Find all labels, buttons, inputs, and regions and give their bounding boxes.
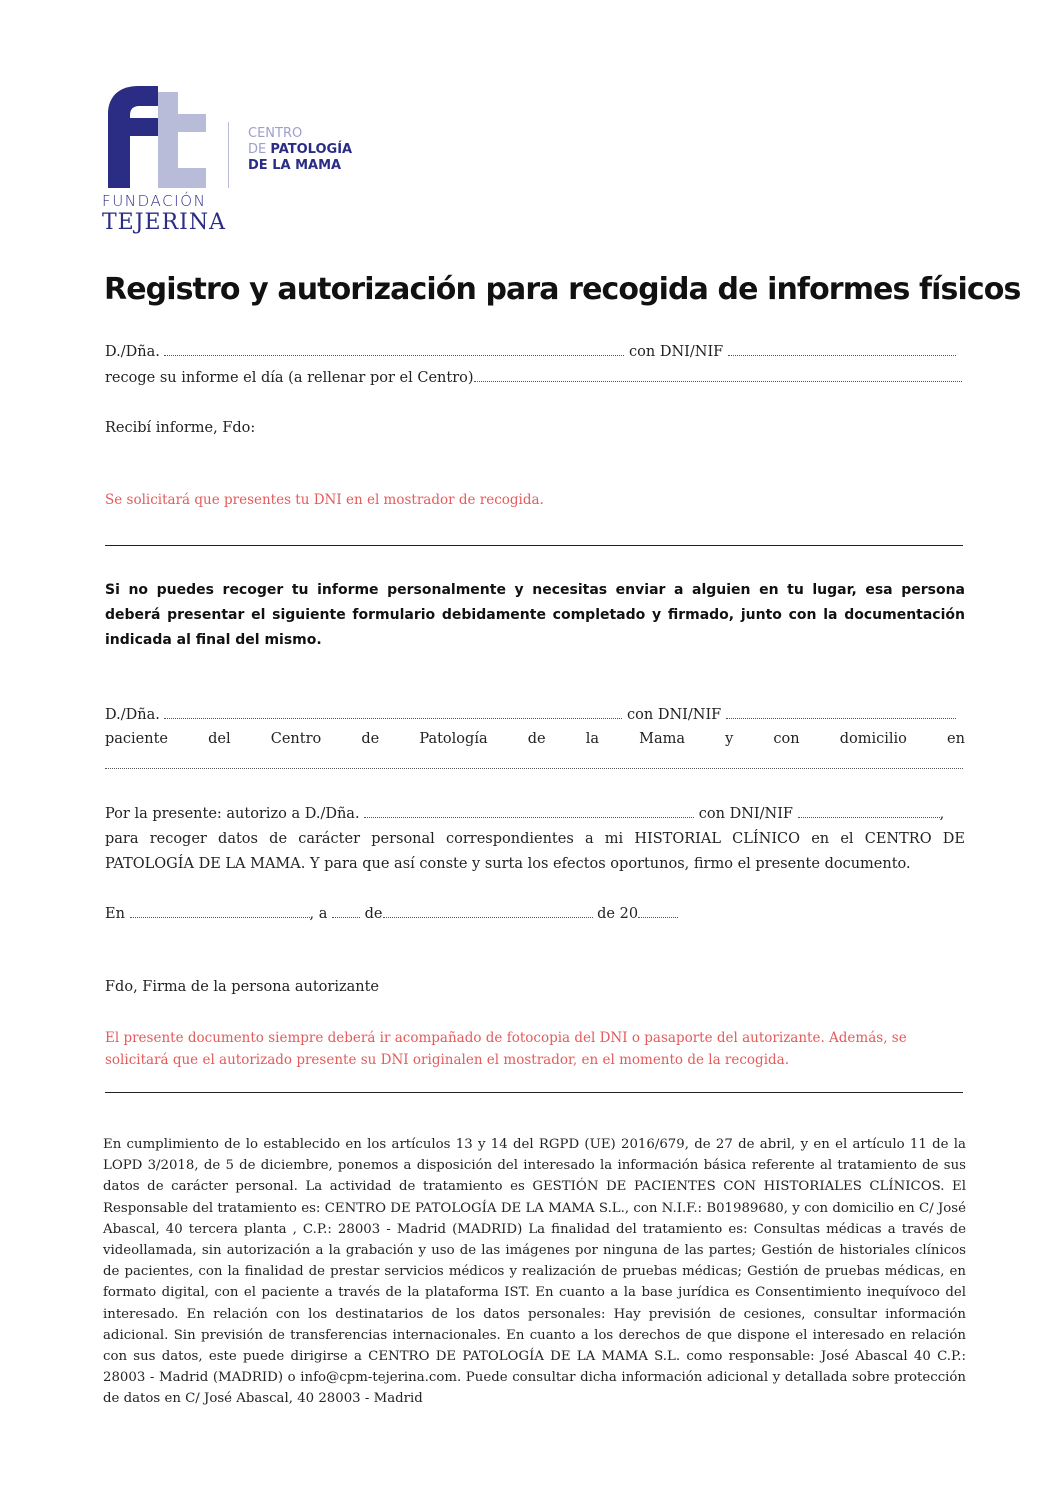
dni-field[interactable] bbox=[728, 343, 956, 356]
patient-word: la bbox=[585, 731, 599, 747]
authorized-dni-field[interactable] bbox=[798, 805, 940, 818]
dni-field-2[interactable] bbox=[726, 706, 956, 719]
section2-notice: El presente documento siempre deberá ir acompañado de fotocopia del DNI o pasaporte del autorizante. Además, se solicitará que el autorizado presente su DNI originalen el mostrador, en el momento de la recogida. bbox=[105, 1030, 907, 1068]
page-title: Registro y autorización para recogida de informes físicos bbox=[104, 272, 1021, 307]
patient-word: de bbox=[361, 731, 380, 747]
section1-notice: Se solicitará que presentes tu DNI en el mostrador de recogida. bbox=[105, 492, 544, 508]
patient-word: con bbox=[773, 731, 800, 747]
section1-name-line bbox=[105, 343, 965, 360]
logo-centro-line2 bbox=[248, 142, 352, 158]
logo-centro-patologia: PATOLOGÍA bbox=[270, 142, 353, 157]
authorize-comma: , bbox=[939, 806, 945, 822]
date-label: recoge su informe el día (a rellenar por el Centro) bbox=[105, 370, 474, 386]
logo-centro-line3: DE LA MAMA bbox=[248, 158, 342, 173]
a-label: , a bbox=[309, 906, 328, 922]
logo-centro-line1: CENTRO bbox=[248, 126, 303, 141]
signature-label: Fdo, Firma de la persona autorizante bbox=[105, 979, 379, 995]
divider-1 bbox=[105, 545, 963, 546]
month-field[interactable] bbox=[383, 905, 593, 918]
place-field[interactable] bbox=[130, 905, 310, 918]
date-field[interactable] bbox=[474, 369, 962, 382]
logo bbox=[100, 84, 380, 239]
name-field-2[interactable] bbox=[164, 706, 622, 719]
patient-word: y bbox=[725, 731, 734, 747]
name-label: D./Dña. bbox=[105, 344, 160, 360]
patient-word: Patología bbox=[419, 731, 488, 747]
section2-name-line bbox=[105, 706, 965, 723]
received-label: Recibí informe, Fdo: bbox=[105, 420, 256, 436]
address-field[interactable] bbox=[105, 756, 963, 769]
divider-2 bbox=[105, 1092, 963, 1093]
address-line bbox=[105, 756, 965, 773]
logo-centro-text bbox=[248, 126, 352, 174]
dni-label: con DNI/NIF bbox=[629, 344, 724, 360]
patient-word: en bbox=[947, 731, 965, 747]
name-field[interactable] bbox=[164, 343, 624, 356]
ft-logo-icon bbox=[108, 84, 208, 188]
day-field[interactable] bbox=[332, 905, 360, 918]
dni-label-2: con DNI/NIF bbox=[627, 707, 722, 723]
logo-centro-de: DE bbox=[248, 142, 267, 157]
authorize-line bbox=[105, 805, 965, 822]
de-label: de bbox=[364, 906, 383, 922]
patient-word: paciente bbox=[105, 731, 169, 747]
name-label-2: D./Dña. bbox=[105, 707, 160, 723]
year-field[interactable] bbox=[638, 905, 678, 918]
authorize-text: para recoger datos de carácter personal correspondientes a mi HISTORIAL CLÍNICO en el CENTRO DE PATOLOGÍA DE LA MAMA. Y para que así conste y surta los efectos oportunos, firmo el presente documento. bbox=[105, 831, 965, 872]
de20-label: de 20 bbox=[597, 906, 639, 922]
logo-fundacion-text: FUNDACIÓN bbox=[102, 192, 207, 210]
authorize-dni-label: con DNI/NIF bbox=[698, 806, 793, 822]
logo-divider bbox=[228, 122, 229, 188]
patient-line bbox=[105, 731, 965, 747]
patient-word: Centro bbox=[270, 731, 322, 747]
patient-word: domicilio bbox=[839, 731, 907, 747]
authorize-label: Por la presente: autorizo a D./Dña. bbox=[105, 806, 360, 822]
en-label: En bbox=[105, 906, 125, 922]
patient-word: Mama bbox=[639, 731, 685, 747]
logo-tejerina-text: TEJERINA bbox=[102, 210, 227, 235]
legal-text: En cumplimiento de lo establecido en los artículos 13 y 14 del RGPD (UE) 2016/679, de 27 de abril, y en el artículo 11 de la LOPD 3/2018, de 5 de diciembre, ponemos a disposición del interesado la información básica referente al tratamiento de sus datos de carácter personal. La actividad de tratamiento es GESTIÓN DE PACIENTES CON HISTORIALES CLÍNICOS. El Responsable del tratamiento es: CENTRO DE PATOLOGÍA DE LA MAMA S.L., con N.I.F.: B01989680, y con domicilio en C/ José Abascal, 40 tercera planta , C.P.: 28003 - Madrid (MADRID) La finalidad del tratamiento es: Consultas médicas a través de videollamada, sin autorización a la grabación y uso de las imágenes por ninguna de las partes; Gestión de historiales clínicos de pacientes, con la finalidad de prestar servicios médicos y realización de pruebas médicas; Gestión de pruebas médicas, en formato digital, con el paciente a través de la plataforma IST. En cuanto a la base jurídica es Consentimiento inequívoco del interesado. En relación con los destinatarios de los datos personales: Hay previsión de cesiones, consultar información adicional. Sin previsión de transferencias internacionales. En cuanto a los derechos de que dispone el interesado en relación con sus datos, este puede dirigirse a CENTRO DE PATOLOGÍA DE LA MAMA S.L. como responsable: José Abascal 40 C.P.: 28003 - Madrid (MADRID) o info@cpm-tejerina.com. Puede consultar dicha información adicional y detallada sobre protección de datos en C/ José Abascal, 40 28003 - Madrid bbox=[103, 1137, 966, 1407]
section1-date-line bbox=[105, 369, 965, 386]
authorized-name-field[interactable] bbox=[364, 805, 694, 818]
patient-word: de bbox=[527, 731, 546, 747]
date-place-line bbox=[105, 905, 965, 922]
patient-word: del bbox=[208, 731, 231, 747]
instructions-paragraph: Si no puedes recoger tu informe personalmente y necesitas enviar a alguien en tu lugar, esa persona deberá presentar el siguiente formulario debidamente completado y firmado, junto con la documentación indicada al final del mismo. bbox=[105, 582, 965, 648]
